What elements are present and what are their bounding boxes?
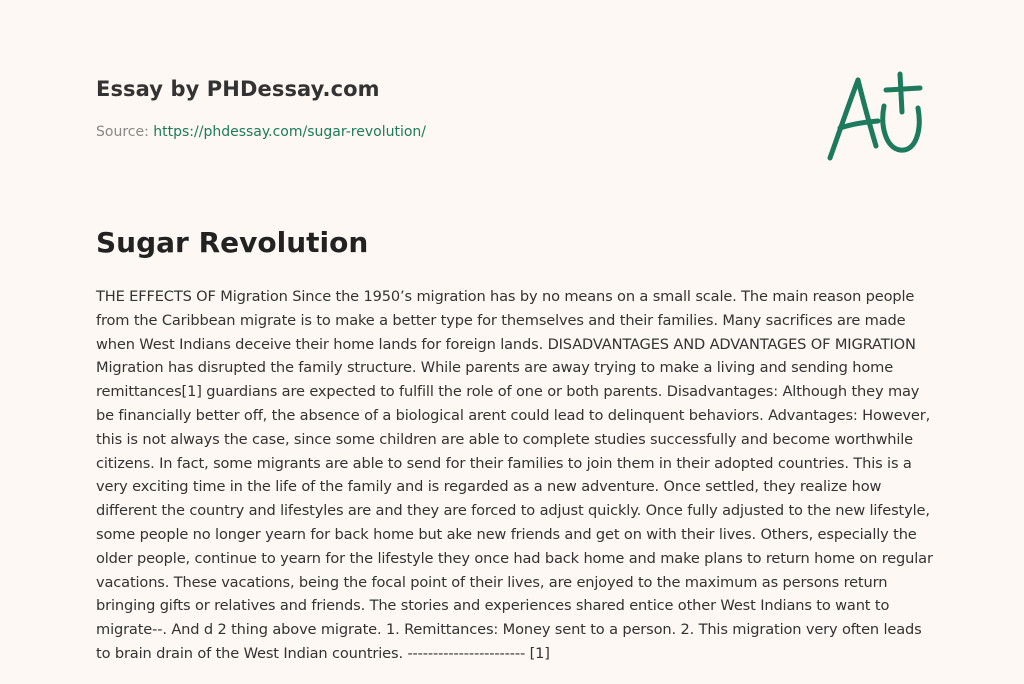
a-plus-logo-icon — [820, 66, 930, 166]
site-brand: Essay by PHDessay.com — [96, 77, 380, 101]
source-line — [96, 124, 426, 140]
source-label: Source: — [96, 124, 149, 140]
essay-body: THE EFFECTS OF Migration Since the 1950’s migration has by no means on a small scale. The main reason people from the Caribbean migrate is to make a better type for themselves and their families. Many sacrifices are made when West Indians deceive their home lands for foreign lands. DISADVANTAGES AND ADVANTAGES OF MIGRATION Migration has disrupted the family structure. While parents are away trying to make a living and sending home remittances[1] guardians are expected to fulfill the role of one or both parents. Disadvantages: Although they may be financially better off, the absence of a biological arent could lead to delinquent behaviors. Advantages: However, this is not always the case, since some children are able to complete studies successfully and become worthwhile citizens. In fact, some migrants are able to send for their families to join them in their adopted countries. This is a very exciting time in the life of the family and is regarded as a new adventure. Once settled, they realize how different the country and lifestyles are and they are forced to adjust quickly. Once fully adjusted to the new lifestyle, some people no longer yearn for back home but ake new friends and get on with their lives. Others, especially the older people, continue to yearn for the lifestyle they once had back home and make plans to return home on regular vacations. These vacations, being the focal point of their lives, are enjoyed to the maximum as persons return bringing gifts or relatives and friends. The stories and experiences shared entice other West Indians to want to migrate--. And d 2 thing above migrate. 1. Remittances: Money sent to a person. 2. This migration very often leads to brain drain of the West Indian countries. ----------------------- [1] — [96, 288, 933, 662]
essay-title: Sugar Revolution — [96, 226, 369, 259]
source-link[interactable]: https://phdessay.com/sugar-revolution/ — [153, 124, 426, 140]
